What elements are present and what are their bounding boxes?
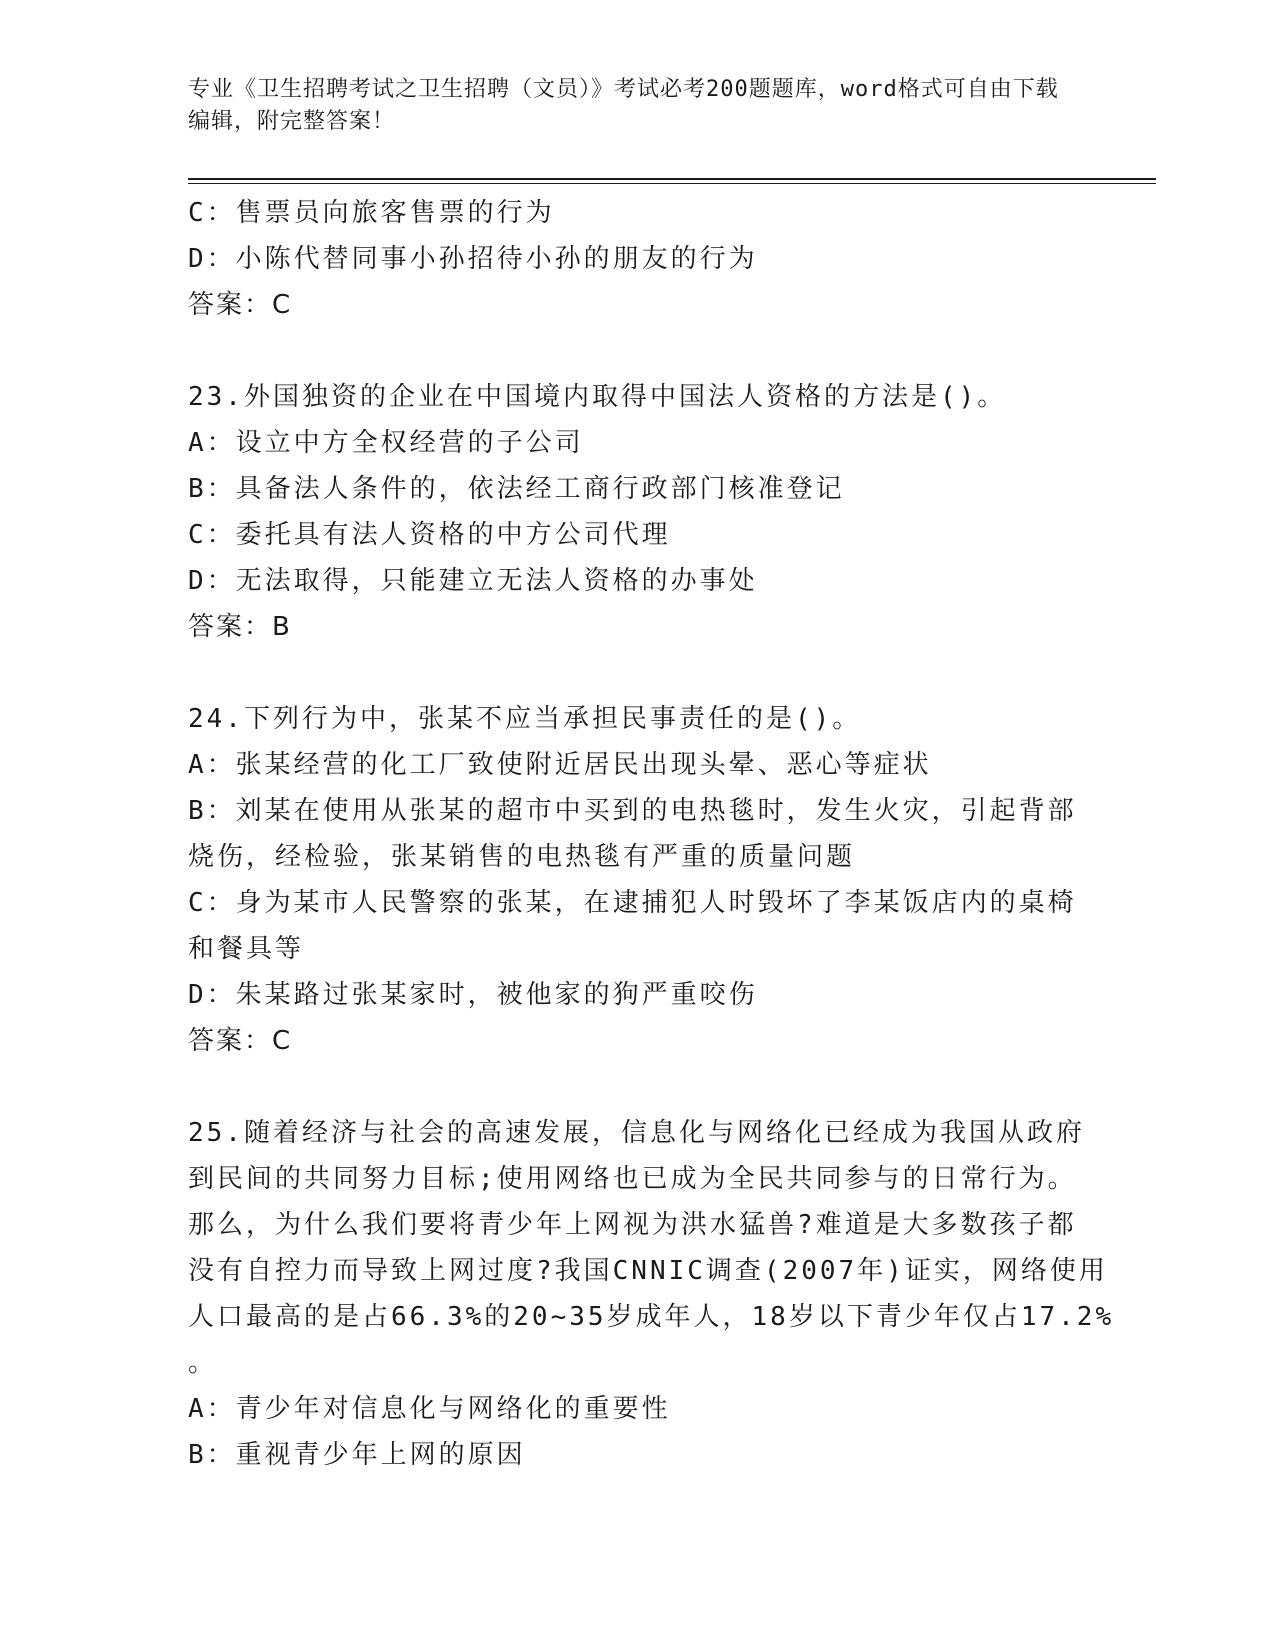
question-text: 24.下列行为中，张某不应当承担民事责任的是()。 xyxy=(188,704,862,734)
question-text-line-4: 没有自控力而导致上网过度?我国CNNIC调查(2007年)证实，网络使用 xyxy=(188,1256,1108,1286)
question-24-block xyxy=(188,696,1088,1064)
option-b-line-1: B：刘某在使用从张某的超市中买到的电热毯时，发生火灾，引起背部 xyxy=(188,796,1077,826)
option-b: B：具备法人条件的，依法经工商行政部门核准登记 xyxy=(188,474,845,504)
question-content xyxy=(188,190,1115,1478)
option-b-line-2: 烧伤，经检验，张某销售的电热毯有严重的质量问题 xyxy=(188,842,856,872)
answer: 答案：B xyxy=(188,612,292,642)
option-d: D：朱某路过张某家时，被他家的狗严重咬伤 xyxy=(188,980,758,1010)
question-text: 23.外国独资的企业在中国境内取得中国法人资格的方法是()。 xyxy=(188,382,1007,412)
option-c: C：委托具有法人资格的中方公司代理 xyxy=(188,520,671,550)
option-c-line-2: 和餐具等 xyxy=(188,934,305,964)
question-25-block xyxy=(188,1110,1115,1478)
option-b: B：重视青少年上网的原因 xyxy=(188,1440,526,1470)
question-23-block xyxy=(188,374,1088,650)
question-text-line-6: 。 xyxy=(188,1348,218,1378)
option-d: D：无法取得，只能建立无法人资格的办事处 xyxy=(188,566,758,596)
question-text-line-1: 25.随着经济与社会的高速发展，信息化与网络化已经成为我国从政府 xyxy=(188,1118,1085,1148)
option-c: C：售票员向旅客售票的行为 xyxy=(188,198,555,228)
spacer xyxy=(188,650,1088,696)
option-d: D：小陈代替同事小孙招待小孙的朋友的行为 xyxy=(188,244,758,274)
option-c-line-1: C：身为某市人民警察的张某，在逮捕犯人时毁坏了李某饭店内的桌椅 xyxy=(188,888,1077,918)
header-divider-thick xyxy=(188,178,1156,180)
spacer xyxy=(188,1064,1088,1110)
spacer xyxy=(188,328,1088,374)
question-text-line-2: 到民间的共同努力目标;使用网络也已成为全民共同参与的日常行为。 xyxy=(188,1164,1077,1194)
answer: 答案：C xyxy=(188,1026,293,1056)
answer: 答案：C xyxy=(188,290,293,320)
header-divider-thin xyxy=(188,183,1156,184)
option-a: A：设立中方全权经营的子公司 xyxy=(188,428,584,458)
question-22-block xyxy=(188,190,1088,328)
question-text-line-5: 人口最高的是占66.3%的20~35岁成年人，18岁以下青少年仅占17.2% xyxy=(188,1302,1115,1332)
option-a: A：青少年对信息化与网络化的重要性 xyxy=(188,1394,671,1424)
document-header: 专业《卫生招聘考试之卫生招聘（文员）》考试必考200题题库，word格式可自由下载编辑，附完整答案！ xyxy=(188,77,1059,134)
option-a: A：张某经营的化工厂致使附近居民出现头晕、恶心等症状 xyxy=(188,750,932,780)
question-text-line-3: 那么，为什么我们要将青少年上网视为洪水猛兽?难道是大多数孩子都 xyxy=(188,1210,1077,1240)
